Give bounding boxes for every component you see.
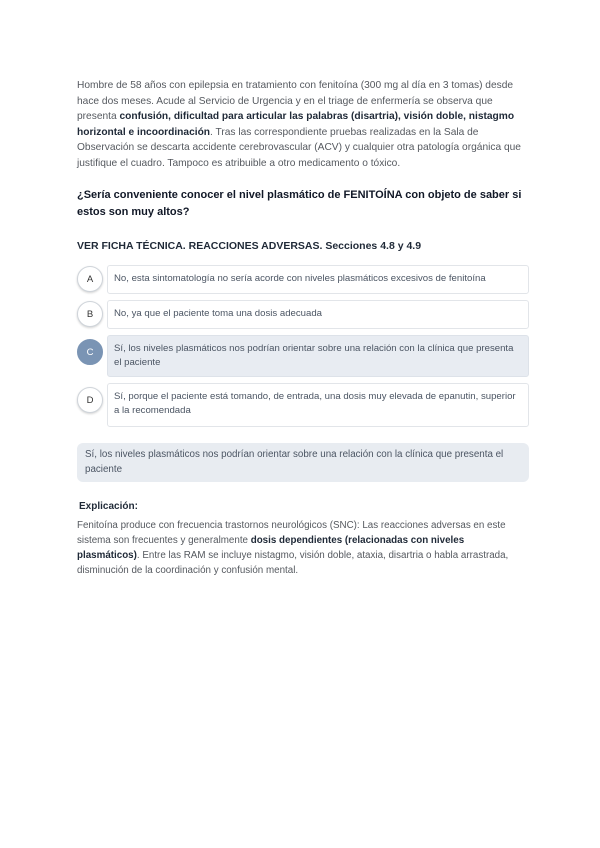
option-b-text[interactable]: No, ya que el paciente toma una dosis adecuada — [107, 300, 529, 329]
correct-answer-box: Sí, los niveles plasmáticos nos podrían orientar sobre una relación con la clínica que presenta el paciente — [77, 443, 529, 482]
case-description — [77, 78, 529, 172]
option-b-letter[interactable]: B — [77, 301, 103, 327]
option-d[interactable] — [77, 383, 529, 427]
options-list — [77, 265, 529, 427]
option-a[interactable] — [77, 265, 529, 294]
explanation-text — [77, 518, 529, 579]
explanation-bold: dosis dependientes (relacionadas con niveles plasmáticos) — [77, 534, 465, 561]
option-d-letter[interactable]: D — [77, 387, 103, 413]
option-b[interactable] — [77, 300, 529, 329]
reference-text: VER FICHA TÉCNICA. REACCIONES ADVERSAS. Secciones 4.8 y 4.9 — [77, 239, 422, 252]
option-c-letter[interactable]: C — [77, 339, 103, 365]
quiz-page — [77, 78, 529, 578]
option-a-letter[interactable]: A — [77, 266, 103, 292]
option-c-text[interactable]: Sí, los niveles plasmáticos nos podrían orientar sobre una relación con la clínica que presenta el paciente — [107, 335, 529, 377]
case-symptoms-bold: confusión, dificultad para articular las palabras (disartria), visión doble, nistagmo horizontal e incoordinación — [77, 111, 515, 138]
case-text-1: Hombre de 58 años con epilepsia en tratamiento con fenitoína (300 mg al día en 3 tomas) desde hace dos meses. Acude al Servicio de Urgencia y en el triage de enfermería se observa que presenta — [77, 80, 514, 123]
explanation-title: Explicación: — [79, 500, 138, 512]
option-d-text[interactable]: Sí, porque el paciente está tomando, de entrada, una dosis muy elevada de epanutin, superior a la recomendada — [107, 383, 529, 427]
case-text-2: . Tras las correspondiente pruebas realizadas en la Sala de Observación se descarta accidente cerebrovascular (ACV) y cualquier otra patología orgánica que justifique el cuadro. Tampoco es atribuible a otro medicamento o tóxico. — [77, 126, 521, 169]
question-text: ¿Sería conveniente conocer el nivel plasmático de FENITOÍNA con objeto de saber si estos son muy altos? — [77, 188, 522, 218]
option-c[interactable] — [77, 335, 529, 377]
explanation-text-1: Fenitoína produce con frecuencia trastornos neurológicos (SNC): Las reacciones adversas en este sistema son frecuentes y generalmente — [77, 519, 506, 546]
option-a-text[interactable]: No, esta sintomatología no sería acorde con niveles plasmáticos excesivos de fenitoína — [107, 265, 529, 294]
explanation-text-2: . Entre las RAM se incluye nistagmo, visión doble, ataxia, disartria o habla arrastrada, disminución de la coordinación y confusión mental. — [77, 549, 509, 577]
